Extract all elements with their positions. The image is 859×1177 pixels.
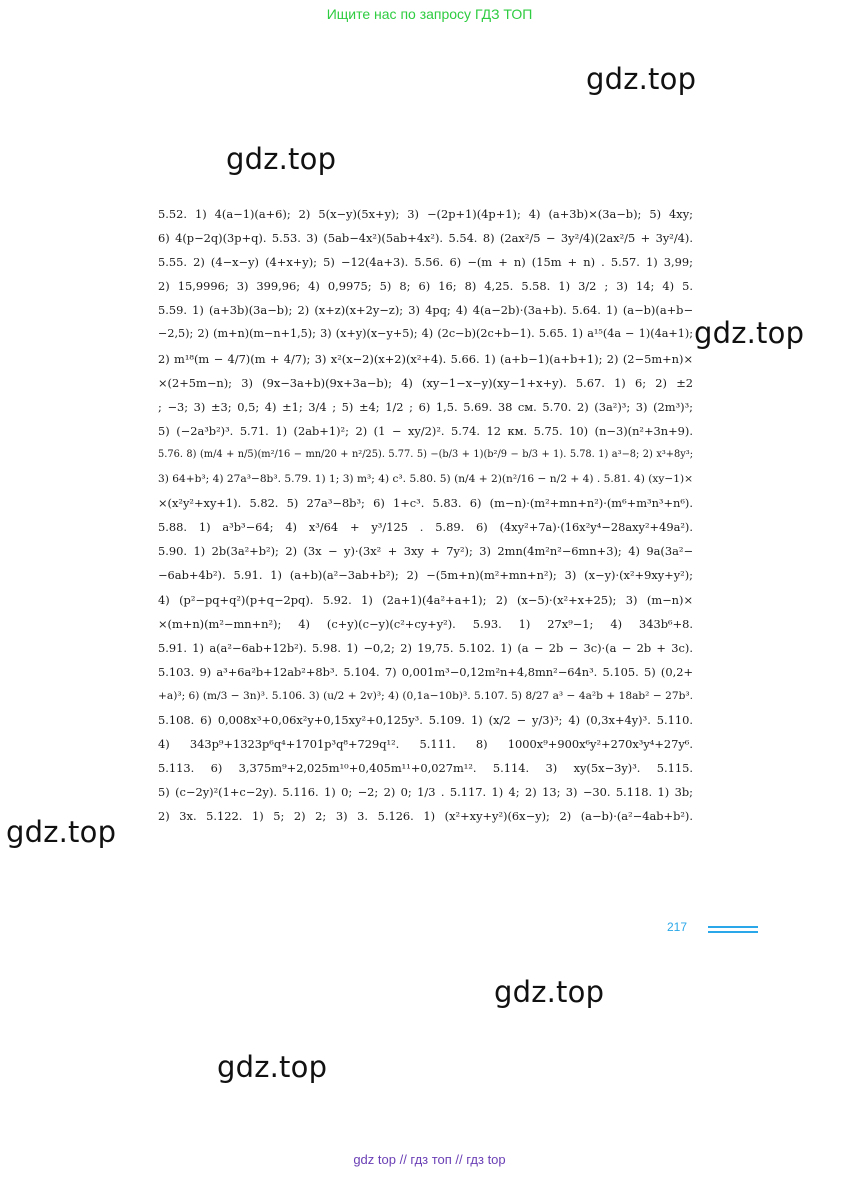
answer-line: 5.52. 1) 4(a−1)(a+6); 2) 5(x−y)(5x+y); 3) −(2p+1)(4p+1); 4) (a+3b)×(3a−b); 5) 4xy; — [158, 207, 693, 221]
answer-line: ; −3; 3) ±3; 0,5; 4) ±1; 3/4 ; 5) ±4; 1/2 ; 6) 1,5. 5.69. 38 см. 5.70. 2) (3a²)³; 3) (2m³)³; — [158, 399, 693, 414]
answer-line: −6ab+4b²). 5.91. 1) (a+b)(a²−3ab+b²); 2) −(5m+n)(m²+mn+n²); 3) (x−y)·(x²+9xy+y²); — [158, 568, 693, 583]
answer-line: 4) 343p⁹+1323p⁶q⁴+1701p³q⁸+729q¹². 5.111. 8) 1000x⁹+900x⁶y²+270x³y⁴+27y⁶. — [158, 737, 693, 752]
page-number-decoration — [708, 931, 758, 933]
answer-line: ×(x²y²+xy+1). 5.82. 5) 27a³−8b³; 6) 1+c³. 5.83. 6) (m−n)·(m²+mn+n²)·(m⁶+m³n³+n⁶). — [158, 496, 693, 511]
page-number-decoration — [708, 926, 758, 928]
answer-line: 5) (−2a³b²)³. 5.71. 1) (2ab+1)²; 2) (1 − xy/2)². 5.74. 12 км. 5.75. 10) (n−3)(n²+3n+9). — [158, 423, 693, 438]
answer-line: 2) 15,9996; 3) 399,96; 4) 0,9975; 5) 8; 6) 16; 8) 4,25. 5.58. 1) 3/2 ; 3) 14; 4) 5. — [158, 279, 693, 294]
watermark: gdz.top — [6, 815, 117, 849]
answer-line: 5.55. 2) (4−x−y) (4+x+y); 5) −12(4a+3). 5.56. 6) −(m + n) (15m + n) . 5.57. 1) 3,99; — [158, 255, 693, 270]
answer-line: 5.76. 8) (m/4 + n/5)(m²/16 − mn/20 + n²/25). 5.77. 5) −(b/3 + 1)(b²/9 − b/3 + 1). 5.78. 1) a³−8; 2) x³+8y³; — [158, 448, 693, 460]
answer-line: ×(2+5m−n); 3) (9x−3a+b)(9x+3a−b); 4) (xy−1−x−y)(xy−1+x+y). 5.67. 1) 6; 2) ±2 — [158, 375, 693, 390]
answer-line: 2) m¹⁸(m − 4/7)(m + 4/7); 3) x²(x−2)(x+2)(x²+4). 5.66. 1) (a+b−1)(a+b+1); 2) (2−5m+n)× — [158, 351, 693, 366]
answer-line: 2) 3x. 5.122. 1) 5; 2) 2; 3) 3. 5.126. 1) (x²+xy+y²)(6x−y); 2) (a−b)·(a²−4ab+b²). — [158, 809, 693, 824]
answer-line: 3) 64+b³; 4) 27a³−8b³. 5.79. 1) 1; 3) m³; 4) c³. 5.80. 5) (n/4 + 2)(n²/16 − n/2 + 4) . 5.81. 4) (xy−1)× — [158, 473, 693, 486]
watermark: gdz.top — [226, 142, 337, 176]
answer-line: −2,5); 2) (m+n)(m−n+1,5); 3) (x+y)(x−y+5); 4) (2c−b)(2c+b−1). 5.65. 1) a¹⁵(4a − 1)(4a+1); — [158, 327, 693, 341]
answer-line: 5.88. 1) a³b³−64; 4) x³/64 + y³/125 . 5.89. 6) (4xy²+7a)·(16x²y⁴−28axy²+49a²). — [158, 520, 693, 535]
watermark: gdz.top — [586, 62, 697, 96]
answer-line: 5.59. 1) (a+3b)(3a−b); 2) (x+z)(x+2y−z); 3) 4pq; 4) 4(a−2b)·(3a+b). 5.64. 1) (a−b)(a+b− — [158, 303, 693, 318]
answers-text-block — [158, 202, 693, 828]
page-number: 217 — [667, 920, 688, 934]
answer-line: 5) (c−2y)²(1+c−2y). 5.116. 1) 0; −2; 2) 0; 1/3 . 5.117. 1) 4; 2) 13; 3) −30. 5.118. 1) 3b; — [158, 785, 693, 800]
answer-line: +a)³; 6) (m/3 − 3n)³. 5.106. 3) (u/2 + 2v)³; 4) (0,1a−10b)³. 5.107. 5) 8/27 a³ − 4a²b + 18ab² − 27b³. — [158, 689, 693, 702]
answer-line: 5.108. 6) 0,008x³+0,06x²y+0,15xy²+0,125y³. 5.109. 1) (x/2 − y/3)³; 4) (0,3x+4y)³. 5.110. — [158, 712, 693, 727]
answer-line: 5.90. 1) 2b(3a²+b²); 2) (3x − y)·(3x² + 3xy + 7y²); 3) 2mn(4m²n²−6mn+3); 4) 9a(3a²− — [158, 544, 693, 559]
answer-line: 6) 4(p−2q)(3p+q). 5.53. 3) (5ab−4x²)(5ab+4x²). 5.54. 8) (2ax²/5 − 3y²/4)(2ax²/5 + 3y²/4). — [158, 231, 693, 246]
footer-links: gdz top // гдз топ // гдз top — [353, 1152, 506, 1167]
answer-line: 5.91. 1) a(a²−6ab+12b²). 5.98. 1) −0,2; 2) 19,75. 5.102. 1) (a − 2b − 3c)·(a − 2b + 3c). — [158, 640, 693, 655]
watermark: gdz.top — [217, 1050, 328, 1084]
answer-line: 4) (p²−pq+q²)(p+q−2pq). 5.92. 1) (2a+1)(4a²+a+1); 2) (x−5)·(x²+x+25); 3) (m−n)× — [158, 592, 693, 607]
answer-line: ×(m+n)(m²−mn+n²); 4) (c+y)(c−y)(c²+cy+y²). 5.93. 1) 27x⁹−1; 4) 343b⁶+8. — [158, 616, 693, 631]
watermark: gdz.top — [694, 316, 805, 350]
answer-line: 5.113. 6) 3,375m⁹+2,025m¹⁰+0,405m¹¹+0,027m¹². 5.114. 3) xy(5x−3y)³. 5.115. — [158, 761, 693, 776]
watermark: gdz.top — [494, 975, 605, 1009]
search-promo-banner: Ищите нас по запросу ГДЗ ТОП — [326, 6, 533, 22]
answer-line: 5.103. 9) a³+6a²b+12ab²+8b³. 5.104. 7) 0,001m³−0,12m²n+4,8mn²−64n³. 5.105. 5) (0,2+ — [158, 664, 693, 679]
